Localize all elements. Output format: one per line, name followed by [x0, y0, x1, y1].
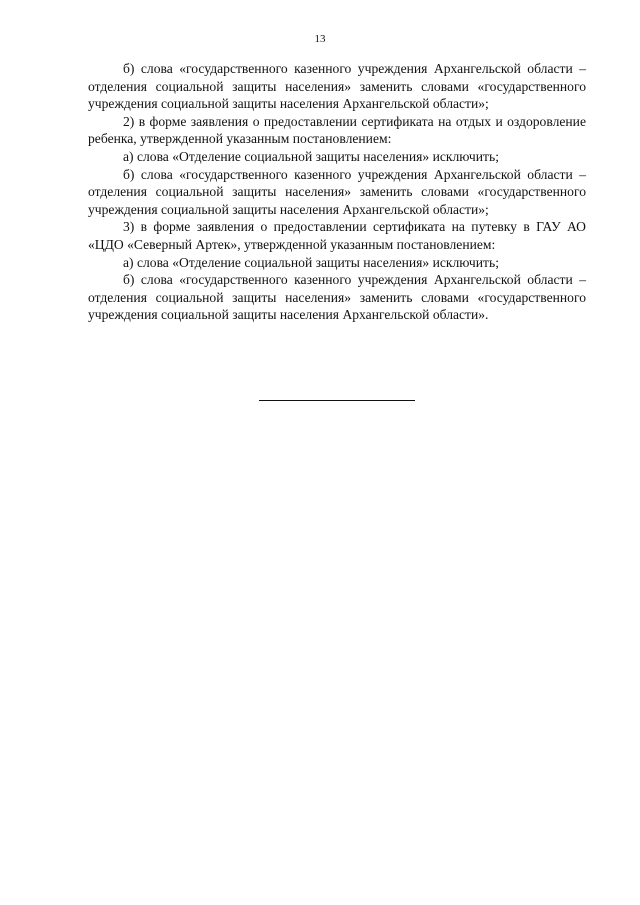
page-number: 13 — [314, 33, 326, 45]
paragraph-2a-exclude: а) слова «Отделение социальной защиты населения» исключить; — [123, 148, 499, 164]
paragraph-3a-exclude: а) слова «Отделение социальной защиты населения» исключить; — [123, 254, 499, 270]
paragraph-2-rest-certificate: 2) в форме заявления о предоставлении сертификата на отдых и оздоровление ребенка, утвержденной указанным постановлением: — [88, 113, 586, 147]
paragraph-3b-replace: б) слова «государственного казенного учреждения Архангельской области – отделения социальной защиты населения» заменить словами «государственного учреждения социальной защиты населения Архангельской области». — [88, 272, 586, 323]
end-of-document-rule — [259, 400, 415, 401]
paragraph-3-voucher-certificate: 3) в форме заявления о предоставлении сертификата на путевку в ГАУ АО «ЦДО «Северный Артек», утвержденной указанным постановлением: — [88, 219, 586, 252]
paragraph-1b-replace: б) слова «государственного казенного учреждения Архангельской области – отделения социальной защиты населения» заменить словами «государственного учреждения социальной защиты населения Архангельской области»; — [88, 61, 586, 112]
paragraph-2b-replace: б) слова «государственного казенного учреждения Архангельской области – отделения социальной защиты населения» заменить словами «государственного учреждения социальной защиты населения Архангельской области»; — [88, 166, 586, 217]
document-body — [88, 60, 586, 324]
